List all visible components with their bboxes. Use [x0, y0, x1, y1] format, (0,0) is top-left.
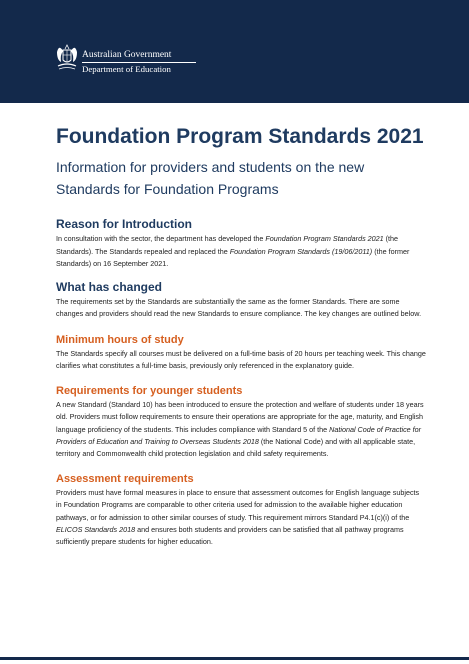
- department-name: Department of Education: [82, 64, 171, 74]
- paragraph-reason: In consultation with the sector, the department has developed the Foundation Program Standards 2021 (the Standards). The Standards repealed and replaced the Foundation Program Standards (19/06/2011) (the former Standards) on 16 September 2021.: [56, 234, 410, 268]
- document-body: [56, 124, 426, 548]
- paragraph-assessment: Providers must have formal measures in place to ensure that assessment outcomes for English language subjects in Foundation Programs are comparable to other criteria used for admission to the available higher education pathways, or for admission to other similar courses of study. This requirement mirrors Standard P4.1(c)(i) of the ELICOS Standards 2018 and ensures both students and providers can be satisfied that all pathway programs sufficiently prepare students for higher education.: [56, 488, 420, 547]
- page-subtitle: Information for providers and students on the new Standards for Foundation Programs: [56, 159, 365, 198]
- heading-reason: Reason for Introduction: [56, 217, 192, 232]
- paragraph-what-changed: The requirements set by the Standards are substantially the same as the former Standards. There are some changes and providers should read the new Standards to ensure compliance. The key changes are outlined below.: [56, 297, 422, 319]
- footer-rule: [0, 657, 469, 660]
- header-banner: [0, 0, 469, 103]
- heading-younger-students: Requirements for younger students: [56, 385, 243, 398]
- heading-assessment: Assessment requirements: [56, 473, 194, 486]
- coat-of-arms-icon: [55, 40, 79, 73]
- page-title: Foundation Program Standards 2021: [56, 125, 424, 148]
- heading-minimum-hours: Minimum hours of study: [56, 333, 184, 346]
- logo-divider: [82, 62, 196, 63]
- paragraph-younger-students: A new Standard (Standard 10) has been introduced to ensure the protection and welfare of students under 18 years old. Providers must follow requirements to ensure their operations are appropriate for the age, maturity, and English language proficiency of the students. This includes compliance with Standard 5 of the National Code of Practice for Providers of Education and Training to Overseas Students 2018 (the National Code) and with all applicable state, territory and Commonwealth child protection legislation and child safety requirements.: [56, 400, 424, 458]
- paragraph-minimum-hours: The Standards specify all courses must be delivered on a full-time basis of 20 hours per teaching week. This change clarifies what constitutes a full-time basis, previously only referenced in the explanatory guide.: [56, 348, 426, 370]
- heading-what-changed: What has changed: [56, 279, 163, 294]
- government-name: Australian Government: [82, 50, 172, 60]
